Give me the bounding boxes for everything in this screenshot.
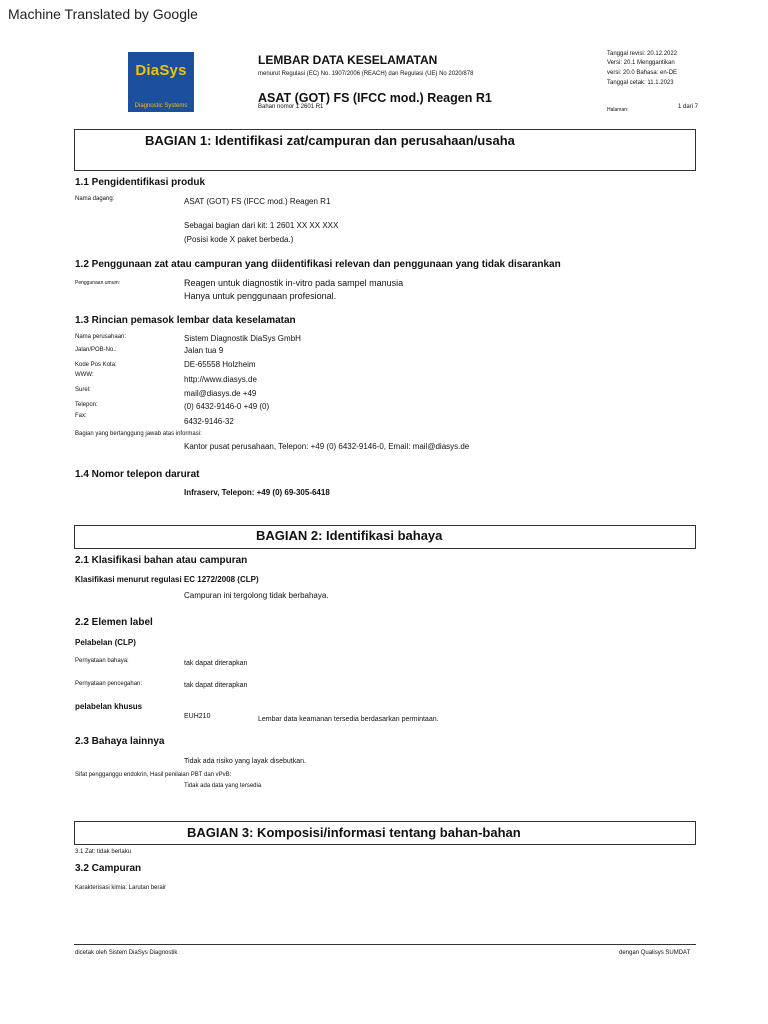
- street-label: Jalan/POB-No.:: [75, 347, 117, 353]
- precaution-statement-value: tak dapat diterapkan: [184, 682, 248, 689]
- responsible-value: Kantor pusat perusahaan, Telepon: +49 (0) 6432-9146-0, Email: mail@diasys.de: [184, 442, 470, 451]
- email-label: Surel:: [75, 387, 91, 393]
- heading-3-2: 3.2 Campuran: [75, 863, 142, 874]
- other-hazards-text: Tidak ada risiko yang layak disebutkan.: [184, 758, 306, 765]
- item-number: Bahan nomor 1 2601 R1: [258, 104, 324, 110]
- precaution-statement-label: Pernyataan pencegahan:: [75, 681, 143, 687]
- trade-name-label: Nama dagang:: [75, 196, 115, 202]
- section-1-title: BAGIAN 1: Identifikasi zat/campuran dan perusahaan/usaha: [145, 133, 515, 148]
- kit-line-2: (Posisi kode X paket berbeda.): [184, 235, 294, 244]
- email-value[interactable]: mail@diasys.de +49: [184, 389, 257, 398]
- chemical-characterization: Karakterisasi kimia: Larutan berair: [75, 885, 167, 891]
- phone-label: Telepon:: [75, 402, 98, 408]
- page-label: Halaman:: [607, 107, 629, 113]
- logo-name: DiaSys: [135, 62, 187, 79]
- fax-label: Fax:: [75, 413, 87, 419]
- hazard-statement-value: tak dapat diterapkan: [184, 660, 248, 667]
- heading-1-1: 1.1 Pengidentifikasi produk: [75, 177, 206, 188]
- zip-label: Kode Pos Kota:: [75, 362, 117, 368]
- use-line-1: Reagen untuk diagnostik in-vitro pada sampel manusia: [184, 278, 404, 288]
- section-3-title: BAGIAN 3: Komposisi/informasi tentang bahan-bahan: [187, 825, 521, 840]
- clp-classification-heading: Klasifikasi menurut regulasi EC 1272/2008 (CLP): [75, 575, 259, 584]
- footer-left: dicetak oleh Sistem DiaSys Diagnostik: [75, 950, 178, 956]
- product-title: ASAT (GOT) FS (IFCC mod.) Reagen R1: [258, 91, 492, 105]
- version-language: versi: 20.0 Bahasa: en-DE: [607, 70, 678, 76]
- clp-classification-text: Campuran ini tergolong tidak berbahaya.: [184, 591, 329, 600]
- heading-1-2: 1.2 Penggunaan zat atau campuran yang diidentifikasi relevan dan penggunaan yang tidak disarankan: [75, 259, 561, 270]
- company-label: Nama perusahaan:: [75, 334, 127, 340]
- version-replaces: Versi: 20.1 Menggantikan: [607, 60, 675, 66]
- general-use-label: Penggunaan umum:: [75, 280, 121, 286]
- use-line-2: Hanya untuk penggunaan profesional.: [184, 291, 337, 301]
- heading-2-3: 2.3 Bahaya lainnya: [75, 736, 165, 747]
- hazard-statement-label: Pernyataan bahaya:: [75, 658, 129, 664]
- heading-2-2: 2.2 Elemen label: [75, 617, 153, 628]
- euh-text: Lembar data keamanan tersedia berdasarkan permintaan.: [258, 716, 439, 723]
- trade-name-value: ASAT (GOT) FS (IFCC mod.) Reagen R1: [184, 197, 331, 206]
- www-label: WWW:: [75, 372, 94, 378]
- euh-code: EUH210: [184, 713, 211, 720]
- responsible-label: Bagian yang bertanggung jawab atas informasi:: [75, 431, 202, 437]
- section-2-title: BAGIAN 2: Identifikasi bahaya: [256, 528, 443, 543]
- footer-right: dengan Qualisys SUMDAT: [619, 950, 691, 956]
- page-number: 1 dari 7: [678, 104, 699, 110]
- phone-value: (0) 6432-9146-0 +49 (0): [184, 402, 270, 411]
- endocrine-value: Tidak ada data yang tersedia: [184, 783, 262, 789]
- heading-3-1: 3.1 Zat: tidak berlaku: [75, 849, 132, 855]
- fax-value: 6432-9146-32: [184, 417, 234, 426]
- logo-tagline: Diagnostic Systems: [134, 103, 188, 109]
- print-date: Tanggal cetak: 11.1.2023: [607, 80, 674, 86]
- heading-1-4: 1.4 Nomor telepon darurat: [75, 469, 200, 480]
- endocrine-label: Sifat pengganggu endokrin, Hasil penilaian PBT dan vPvB:: [75, 772, 232, 778]
- heading-1-3: 1.3 Rincian pemasok lembar data keselamatan: [75, 315, 296, 326]
- heading-2-1: 2.1 Klasifikasi bahan atau campuran: [75, 555, 248, 566]
- kit-line-1: Sebagai bagian dari kit: 1 2601 XX XX XXX: [184, 221, 339, 230]
- www-link[interactable]: http://www.diasys.de: [184, 375, 257, 384]
- company-value: Sistem Diagnostik DiaSys GmbH: [184, 334, 301, 343]
- document-title: LEMBAR DATA KESELAMATAN: [258, 53, 438, 67]
- zip-value: DE-65558 Holzheim: [184, 360, 256, 369]
- regulation-text: menurut Regulasi (EC) No. 1907/2006 (REACH) dan Regulasi (UE) No 2020/878: [258, 71, 474, 77]
- emergency-phone: Infraserv, Telepon: +49 (0) 69-305-6418: [184, 488, 330, 497]
- special-labelling-heading: pelabelan khusus: [75, 702, 143, 711]
- street-value: Jalan tua 9: [184, 346, 224, 355]
- diasys-logo: [128, 52, 194, 112]
- footer-divider: [74, 944, 696, 945]
- revision-date: Tanggal revisi: 20.12.2022: [607, 51, 678, 57]
- machine-translated-banner: Machine Translated by Google: [8, 6, 198, 22]
- labelling-heading: Pelabelan (CLP): [75, 638, 136, 647]
